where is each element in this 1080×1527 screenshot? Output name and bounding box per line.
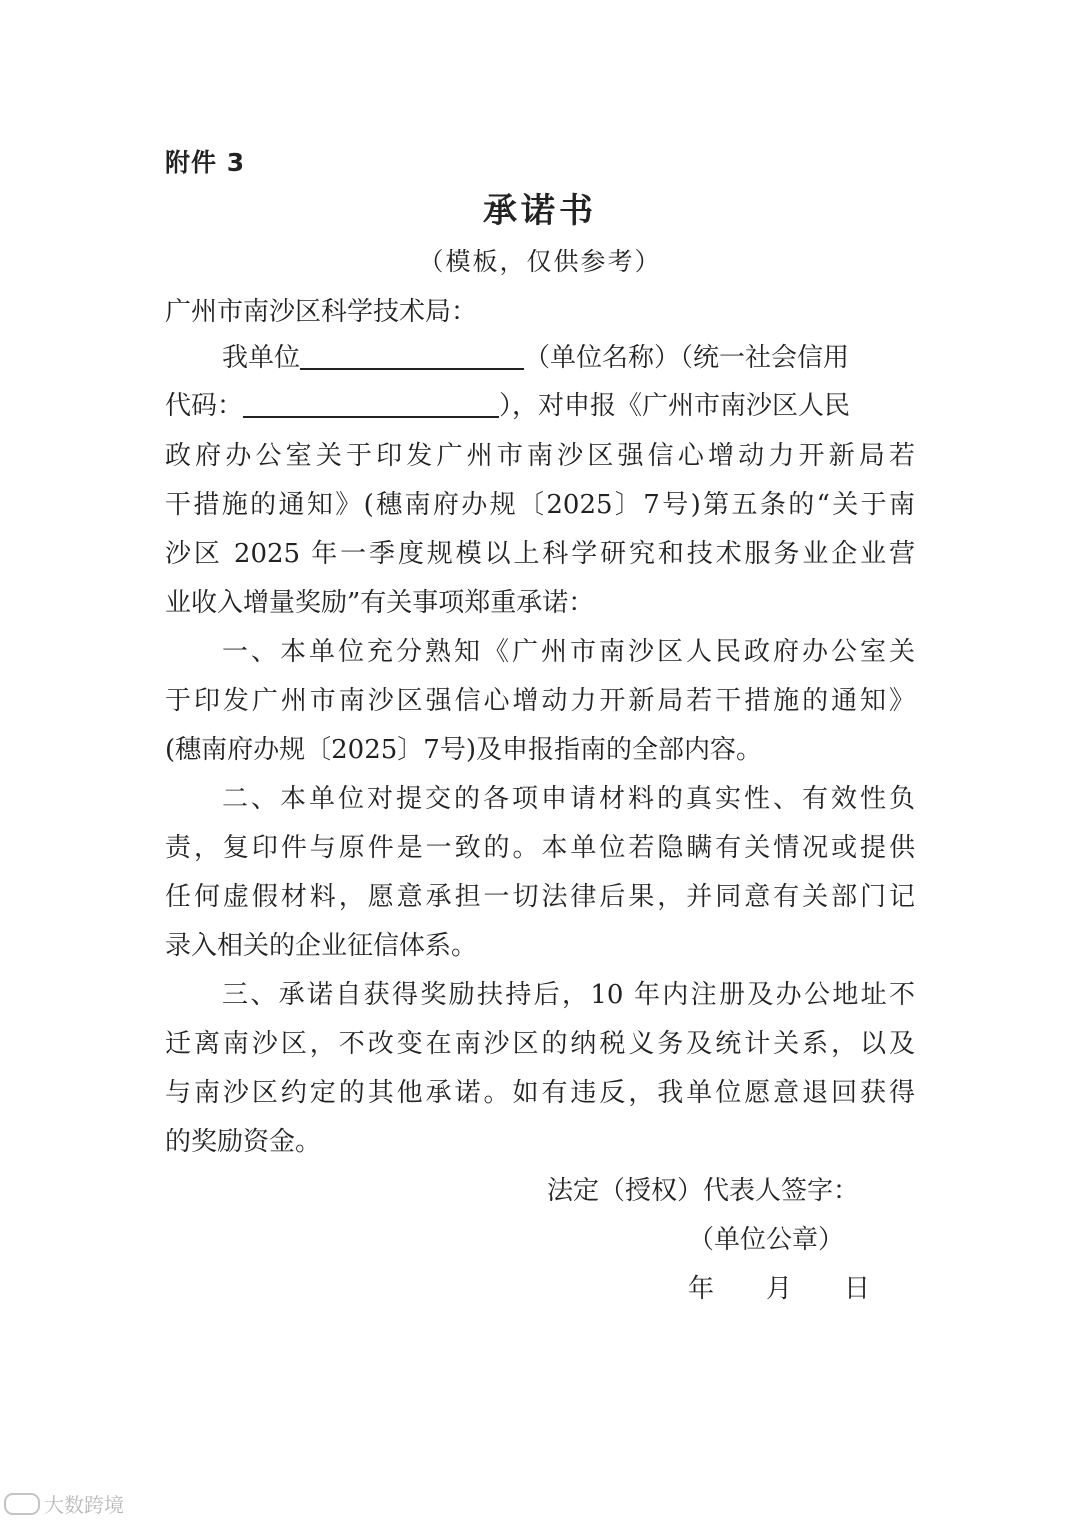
document-subtitle: （模板，仅供参考）	[418, 247, 662, 276]
representative-signature-label: 法定（授权）代表人签字：	[547, 1176, 860, 1206]
item3-line-2: 迁离南沙区，不改变在南沙区的纳税义务及统计关系，以及	[165, 1029, 915, 1059]
watermark-logo-icon	[4, 1493, 40, 1515]
intro-code-suffix: ），对申报《广州市南沙区人民	[499, 391, 851, 421]
intro-unit-prefix: 我单位	[222, 343, 301, 373]
watermark	[4, 1489, 124, 1518]
credit-code-blank	[243, 388, 499, 418]
unit-seal-label: （单位公章）	[688, 1225, 845, 1255]
item2-line-2: 责，复印件与原件是一致的。本单位若隐瞒有关情况或提供	[165, 833, 915, 863]
date-label: 年 月 日	[688, 1274, 871, 1304]
intro-line-3: 政府办公室关于印发广州市南沙区强信心增动力开新局若	[165, 441, 915, 471]
intro-line-6: 业收入增量奖励”有关事项郑重承诺：	[165, 588, 595, 618]
item2-line-4: 录入相关的企业征信体系。	[165, 931, 478, 961]
intro-line-1	[222, 338, 915, 378]
item2-line-3: 任何虚假材料，愿意承担一切法律后果，并同意有关部门记	[165, 882, 915, 912]
item3-line-1: 三、承诺自获得奖励扶持后，10 年内注册及办公地址不	[222, 980, 915, 1010]
document-title: 承诺书	[483, 191, 597, 231]
intro-line-4: 干措施的通知》(穗南府办规〔2025〕7号)第五条的“关于南	[165, 490, 915, 520]
attachment-label: 附件 3	[165, 148, 246, 177]
intro-code-prefix: 代码：	[165, 391, 244, 421]
item1-line-2: 于印发广州市南沙区强信心增动力开新局若干措施的通知》	[165, 686, 915, 716]
item3-line-3: 与南沙区约定的其他承诺。如有违反，我单位愿意退回获得	[165, 1078, 915, 1108]
item3-line-4: 的奖励资金。	[165, 1127, 322, 1157]
intro-line-5: 沙区 2025 年一季度规模以上科学研究和技术服务业企业营	[165, 539, 915, 569]
item1-line-3: (穗南府办规〔2025〕7号)及申报指南的全部内容。	[165, 735, 762, 765]
item1-line-1: 一、本单位充分熟知《广州市南沙区人民政府办公室关	[222, 637, 915, 667]
item2-line-1: 二、本单位对提交的各项申请材料的真实性、有效性负	[222, 784, 915, 814]
intro-unit-suffix: （单位名称）（统一社会信用	[524, 343, 850, 373]
watermark-text: 大数跨境	[44, 1493, 124, 1517]
intro-line-2	[165, 386, 915, 426]
addressee: 广州市南沙区科学技术局：	[165, 297, 478, 327]
unit-name-blank	[300, 340, 524, 370]
